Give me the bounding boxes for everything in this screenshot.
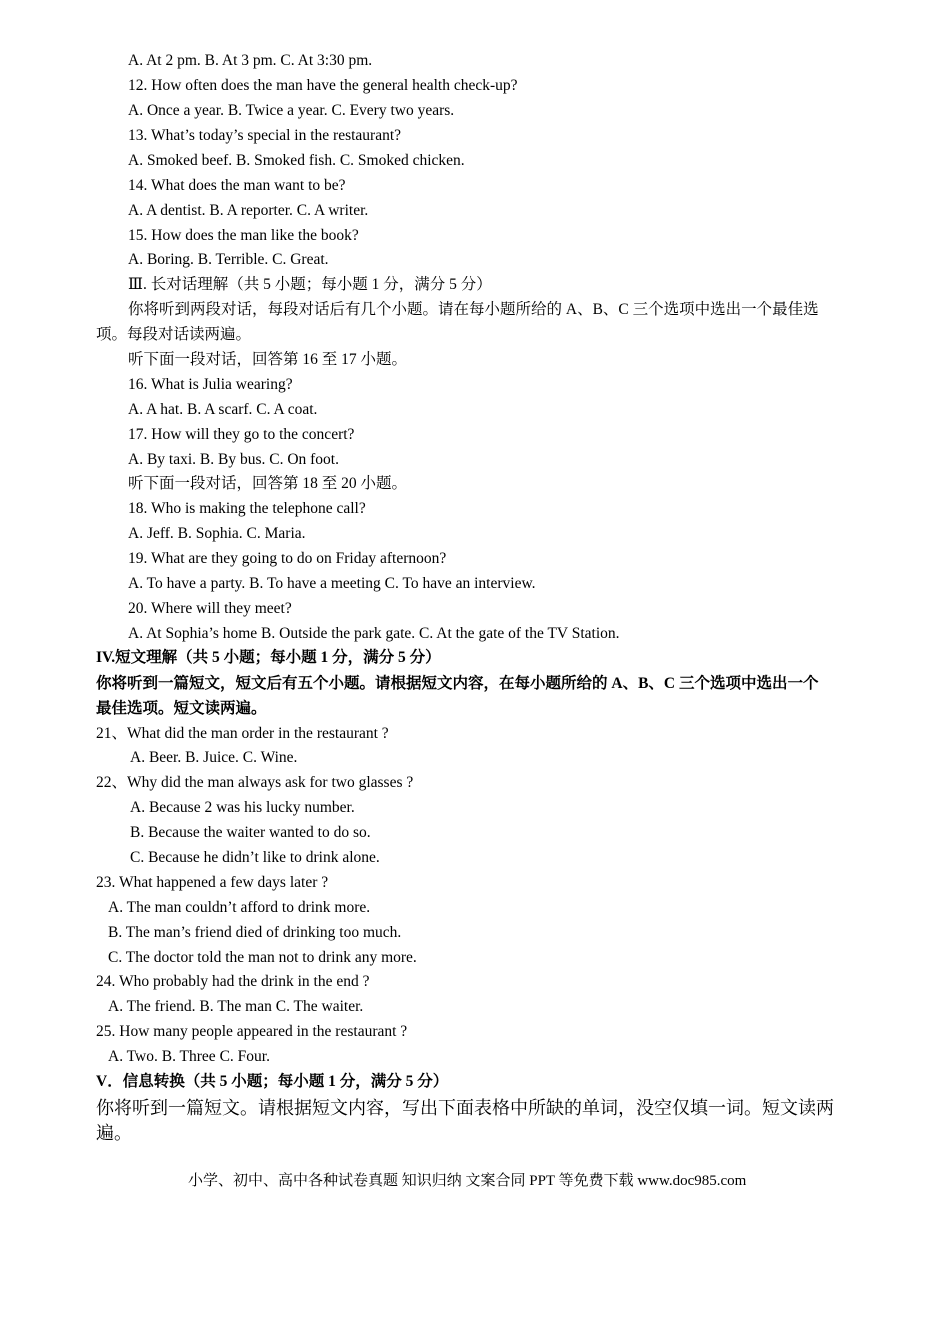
q20-question: 20. Where will they meet? bbox=[128, 600, 292, 617]
q14-question: 14. What does the man want to be? bbox=[128, 177, 346, 194]
q21-options: A. Beer. B. Juice. C. Wine. bbox=[130, 749, 298, 766]
q24-question: 24. Who probably had the drink in the end ? bbox=[96, 973, 370, 990]
section-4-instruction-cont: 最佳选项。短文读两遍。 bbox=[96, 700, 267, 717]
section-5-heading: V．信息转换（共 5 小题；每小题 1 分，满分 5 分） bbox=[96, 1073, 449, 1090]
q25-options: A. Two. B. Three C. Four. bbox=[108, 1048, 270, 1065]
q19-options: A. To have a party. B. To have a meeting C. To have an interview. bbox=[128, 575, 536, 592]
section-4-heading: IV.短文理解（共 5 小题；每小题 1 分，满分 5 分） bbox=[96, 649, 441, 666]
q22-option-b: B. Because the waiter wanted to do so. bbox=[130, 824, 371, 841]
q13-question: 13. What’s today’s special in the restaurant? bbox=[128, 127, 402, 144]
q12-question: 12. How often does the man have the general health check-up? bbox=[128, 77, 518, 94]
q11-options: A. At 2 pm. B. At 3 pm. C. At 3:30 pm. bbox=[128, 52, 373, 69]
section-5-instruction: 你将听到一篇短文。请根据短文内容，写出下面表格中所缺的单词，没空仅填一词。短文读两 bbox=[96, 1098, 834, 1118]
section-3-instruction: 你将听到两段对话，每段对话后有几个小题。请在每小题所给的 A、B、C 三个选项中选出一个最佳选 bbox=[128, 301, 819, 318]
q18-question: 18. Who is making the telephone call? bbox=[128, 500, 366, 517]
q20-options: A. At Sophia’s home B. Outside the park gate. C. At the gate of the TV Station. bbox=[128, 625, 620, 642]
section-4-instruction: 你将听到一篇短文，短文后有五个小题。请根据短文内容，在每小题所给的 A、B、C 三个选项中选出一个 bbox=[96, 675, 819, 692]
q23-question: 23. What happened a few days later ? bbox=[96, 874, 329, 891]
q16-question: 16. What is Julia wearing? bbox=[128, 376, 293, 393]
dialogue-1-intro: 听下面一段对话，回答第 16 至 17 小题。 bbox=[128, 351, 408, 368]
q12-options: A. Once a year. B. Twice a year. C. Every two years. bbox=[128, 102, 455, 119]
section-3-instruction-cont: 项。每段对话读两遍。 bbox=[96, 326, 252, 343]
section-3-heading: Ⅲ. 长对话理解（共 5 小题；每小题 1 分，满分 5 分） bbox=[128, 276, 492, 293]
section-5-instruction-cont: 遍。 bbox=[96, 1123, 132, 1143]
q23-option-a: A. The man couldn’t afford to drink more. bbox=[108, 899, 371, 916]
q13-options: A. Smoked beef. B. Smoked fish. C. Smoked chicken. bbox=[128, 152, 465, 169]
dialogue-2-intro: 听下面一段对话，回答第 18 至 20 小题。 bbox=[128, 475, 408, 492]
q15-options: A. Boring. B. Terrible. C. Great. bbox=[128, 251, 329, 268]
q24-options: A. The friend. B. The man C. The waiter. bbox=[108, 998, 364, 1015]
q17-options: A. By taxi. B. By bus. C. On foot. bbox=[128, 451, 339, 468]
q25-question: 25. How many people appeared in the restaurant ? bbox=[96, 1023, 408, 1040]
q17-question: 17. How will they go to the concert? bbox=[128, 426, 355, 443]
q14-options: A. A dentist. B. A reporter. C. A writer. bbox=[128, 202, 369, 219]
q21-question: 21、What did the man order in the restaurant ? bbox=[96, 725, 389, 742]
q19-question: 19. What are they going to do on Friday afternoon? bbox=[128, 550, 447, 567]
q15-question: 15. How does the man like the book? bbox=[128, 227, 359, 244]
q16-options: A. A hat. B. A scarf. C. A coat. bbox=[128, 401, 318, 418]
q18-options: A. Jeff. B. Sophia. C. Maria. bbox=[128, 525, 306, 542]
page-footer: 小学、初中、高中各种试卷真题 知识归纳 文案合同 PPT 等免费下载 www.doc985.com bbox=[188, 1173, 747, 1189]
q22-question: 22、Why did the man always ask for two glasses ? bbox=[96, 774, 414, 791]
q23-option-b: B. The man’s friend died of drinking too much. bbox=[108, 924, 402, 941]
q23-option-c: C. The doctor told the man not to drink any more. bbox=[108, 949, 417, 966]
q22-option-a: A. Because 2 was his lucky number. bbox=[130, 799, 355, 816]
q22-option-c: C. Because he didn’t like to drink alone. bbox=[130, 849, 380, 866]
